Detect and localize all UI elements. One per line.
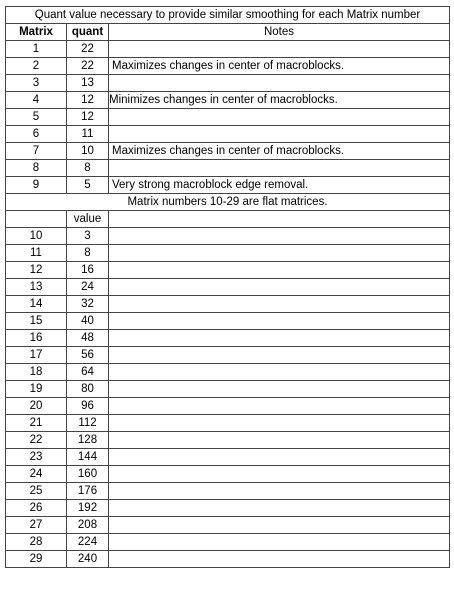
value-cell: 128 [67, 432, 109, 449]
empty-cell [6, 211, 67, 228]
notes-cell [109, 330, 450, 347]
matrix-cell: 11 [6, 245, 67, 262]
quant-cell: 8 [67, 160, 109, 177]
notes-cell [109, 279, 450, 296]
matrix-cell: 17 [6, 347, 67, 364]
matrix-cell: 22 [6, 432, 67, 449]
matrix-cell: 28 [6, 534, 67, 551]
table-row [6, 58, 450, 75]
table-row [6, 534, 450, 551]
notes-cell [109, 415, 450, 432]
value-cell: 144 [67, 449, 109, 466]
matrix-cell: 12 [6, 262, 67, 279]
notes-cell [109, 262, 450, 279]
value-cell: 8 [67, 245, 109, 262]
value-header: value [67, 211, 109, 228]
quant-cell: 22 [67, 58, 109, 75]
value-cell: 32 [67, 296, 109, 313]
table-row [6, 398, 450, 415]
title-row [6, 7, 450, 24]
quant-matrix-table [5, 6, 450, 568]
table-row [6, 500, 450, 517]
value-cell: 48 [67, 330, 109, 347]
matrix-cell: 1 [6, 41, 67, 58]
notes-cell: Minimizes changes in center of macroblocks. [109, 92, 450, 109]
table-row [6, 75, 450, 92]
table-row [6, 449, 450, 466]
matrix-cell: 2 [6, 58, 67, 75]
notes-cell [109, 160, 450, 177]
value-cell: 96 [67, 398, 109, 415]
table-row [6, 296, 450, 313]
value-cell: 192 [67, 500, 109, 517]
notes-cell [109, 126, 450, 143]
matrix-cell: 16 [6, 330, 67, 347]
notes-cell [109, 551, 450, 568]
notes-cell [109, 347, 450, 364]
matrix-cell: 25 [6, 483, 67, 500]
matrix-cell: 27 [6, 517, 67, 534]
value-cell: 112 [67, 415, 109, 432]
notes-cell [109, 75, 450, 92]
header-row [6, 24, 450, 41]
table-row [6, 483, 450, 500]
quant-cell: 13 [67, 75, 109, 92]
table-row [6, 245, 450, 262]
flat-note-row [6, 194, 450, 211]
matrix-cell: 23 [6, 449, 67, 466]
value-cell: 24 [67, 279, 109, 296]
matrix-cell: 13 [6, 279, 67, 296]
table-row [6, 432, 450, 449]
notes-cell [109, 517, 450, 534]
notes-cell [109, 381, 450, 398]
notes-cell [109, 534, 450, 551]
table-row [6, 415, 450, 432]
value-cell: 208 [67, 517, 109, 534]
table-row [6, 177, 450, 194]
matrix-cell: 3 [6, 75, 67, 92]
table-row [6, 262, 450, 279]
quant-cell: 10 [67, 143, 109, 160]
matrix-cell: 7 [6, 143, 67, 160]
table-row [6, 466, 450, 483]
table-title: Quant value necessary to provide similar smoothing for each Matrix number [6, 7, 450, 24]
notes-cell [109, 364, 450, 381]
table-row [6, 364, 450, 381]
table-row [6, 381, 450, 398]
table-row [6, 41, 450, 58]
matrix-cell: 14 [6, 296, 67, 313]
matrix-cell: 15 [6, 313, 67, 330]
table-row [6, 160, 450, 177]
notes-cell [109, 483, 450, 500]
quant-header: quant [67, 24, 109, 41]
value-cell: 224 [67, 534, 109, 551]
matrix-cell: 21 [6, 415, 67, 432]
matrix-header: Matrix [6, 24, 67, 41]
table-row [6, 330, 450, 347]
notes-cell: Very strong macroblock edge removal. [109, 177, 450, 194]
notes-cell [109, 398, 450, 415]
notes-cell [109, 449, 450, 466]
notes-cell [109, 41, 450, 58]
table-row [6, 313, 450, 330]
matrix-cell: 20 [6, 398, 67, 415]
value-cell: 80 [67, 381, 109, 398]
quant-cell: 12 [67, 92, 109, 109]
notes-cell [109, 313, 450, 330]
matrix-cell: 6 [6, 126, 67, 143]
notes-cell [109, 296, 450, 313]
notes-cell: Maximizes changes in center of macroblocks. [109, 143, 450, 160]
table-row [6, 228, 450, 245]
value-cell: 160 [67, 466, 109, 483]
table-row [6, 143, 450, 160]
matrix-cell: 9 [6, 177, 67, 194]
flat-matrices-note: Matrix numbers 10-29 are flat matrices. [6, 194, 450, 211]
notes-cell [109, 109, 450, 126]
matrix-cell: 10 [6, 228, 67, 245]
notes-cell [109, 466, 450, 483]
matrix-cell: 24 [6, 466, 67, 483]
notes-cell [109, 500, 450, 517]
value-cell: 240 [67, 551, 109, 568]
quant-cell: 5 [67, 177, 109, 194]
value-cell: 40 [67, 313, 109, 330]
notes-cell [109, 245, 450, 262]
notes-cell [109, 228, 450, 245]
notes-cell: Maximizes changes in center of macroblocks. [109, 58, 450, 75]
value-cell: 3 [67, 228, 109, 245]
table-row [6, 347, 450, 364]
matrix-cell: 18 [6, 364, 67, 381]
table-row [6, 279, 450, 296]
matrix-cell: 19 [6, 381, 67, 398]
notes-cell [109, 432, 450, 449]
table-row [6, 517, 450, 534]
value-cell: 64 [67, 364, 109, 381]
quant-cell: 22 [67, 41, 109, 58]
table-row [6, 109, 450, 126]
empty-cell [109, 211, 450, 228]
quant-cell: 12 [67, 109, 109, 126]
value-header-row [6, 211, 450, 228]
value-cell: 56 [67, 347, 109, 364]
table-row [6, 126, 450, 143]
table-row [6, 551, 450, 568]
notes-header: Notes [109, 24, 450, 41]
value-cell: 176 [67, 483, 109, 500]
quant-cell: 11 [67, 126, 109, 143]
matrix-cell: 8 [6, 160, 67, 177]
matrix-cell: 4 [6, 92, 67, 109]
matrix-cell: 5 [6, 109, 67, 126]
matrix-cell: 26 [6, 500, 67, 517]
value-cell: 16 [67, 262, 109, 279]
table-row [6, 92, 450, 109]
matrix-cell: 29 [6, 551, 67, 568]
